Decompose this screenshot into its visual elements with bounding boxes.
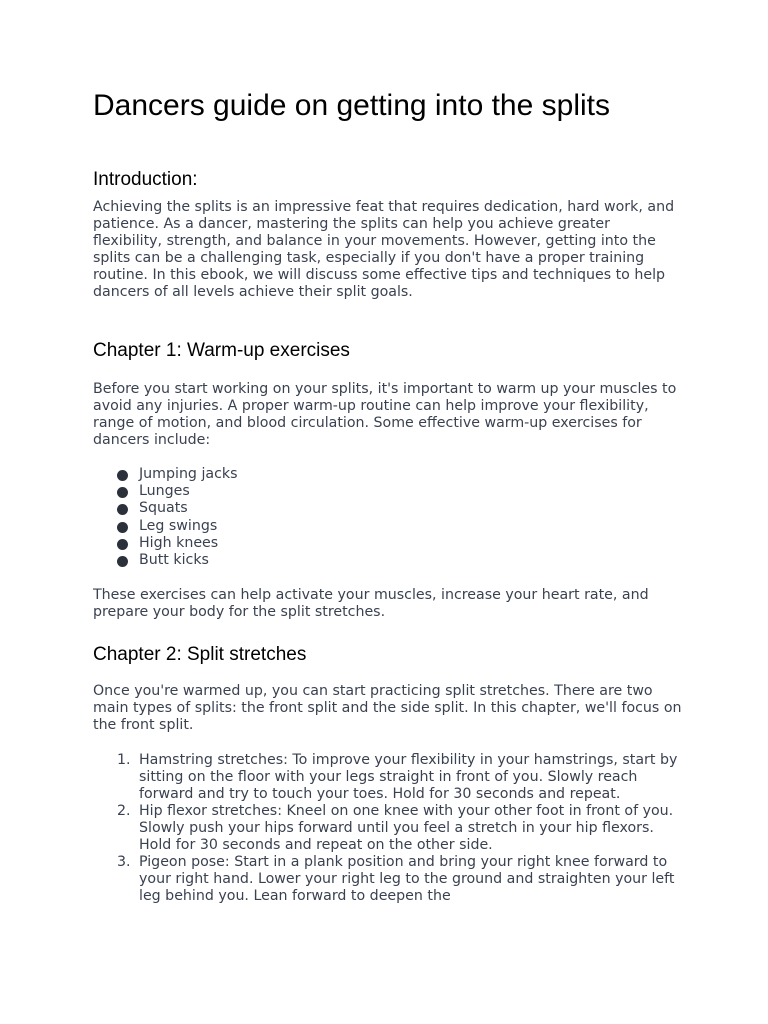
step-text: Hip flexor stretches: Kneel on one knee with your other foot in front of you. Slowly push your hips forward until you feel a stretch in your hip flexors. Hold for 30 seconds and repeat on the other side. — [139, 803, 674, 853]
exercise-label: Leg swings — [139, 517, 218, 534]
document-title: Dancers guide on getting into the splits — [93, 89, 610, 122]
bullet-icon — [117, 539, 128, 550]
list-item — [93, 466, 238, 483]
chapter1-heading: Chapter 1: Warm-up exercises — [93, 340, 350, 361]
step-number: 3. — [117, 854, 131, 870]
step-text: Pigeon pose: Start in a plank position and bring your right knee forward to your right hand. Lower your right leg to the ground and straighten your left leg behind you. Lean forward to deepen the — [139, 854, 675, 904]
bullet-icon — [117, 487, 128, 498]
list-item — [93, 535, 238, 552]
list-item — [93, 518, 238, 535]
chapter1-outro-paragraph: These exercises can help activate your muscles, increase your heart rate, and prepare your body for the split stretches. — [93, 587, 649, 620]
warmup-exercise-list — [93, 466, 238, 569]
split-stretch-steps-list — [93, 752, 683, 905]
exercise-label: Jumping jacks — [139, 466, 238, 482]
exercise-label: Lunges — [139, 483, 190, 500]
bullet-icon — [117, 522, 128, 533]
chapter1-intro-paragraph: Before you start working on your splits, it's important to warm up your muscles to avoid any injuries. A proper warm-up routine can help improve your flexibility, range of motion, and blood circulation. Some effective warm-up exercises for dancers include: — [93, 381, 677, 448]
bullet-icon — [117, 556, 128, 567]
exercise-label: Butt kicks — [139, 552, 209, 569]
introduction-paragraph: Achieving the splits is an impressive feat that requires dedication, hard work, and patience. As a dancer, mastering the splits can help you achieve greater flexibility, strength, and balance in your movements. However, getting into the splits can be a challenging task, especially if you don't have a proper training routine. In this ebook, we will discuss some effective tips and techniques to help dancers of all levels achieve their split goals. — [93, 199, 675, 300]
bullet-icon — [117, 470, 128, 481]
step-text: Hamstring stretches: To improve your flexibility in your hamstrings, start by sitting on the floor with your legs straight in front of you. Slowly reach forward and try to touch your toes. Hold for 30 seconds and repeat. — [139, 752, 678, 802]
exercise-label: Squats — [139, 500, 188, 517]
bullet-icon — [117, 504, 128, 515]
list-item — [93, 854, 683, 905]
exercise-label: High knees — [139, 534, 219, 551]
step-number: 2. — [117, 803, 131, 819]
chapter2-intro-paragraph: Once you're warmed up, you can start practicing split stretches. There are two main types of splits: the front split and the side split. In this chapter, we'll focus on the front split. — [93, 683, 682, 733]
list-item — [93, 500, 238, 517]
step-number: 1. — [117, 752, 131, 768]
chapter2-heading: Chapter 2: Split stretches — [93, 644, 307, 665]
list-item — [93, 552, 238, 569]
introduction-heading: Introduction: — [93, 169, 198, 190]
list-item — [93, 483, 238, 500]
list-item — [93, 803, 683, 854]
list-item — [93, 752, 683, 803]
